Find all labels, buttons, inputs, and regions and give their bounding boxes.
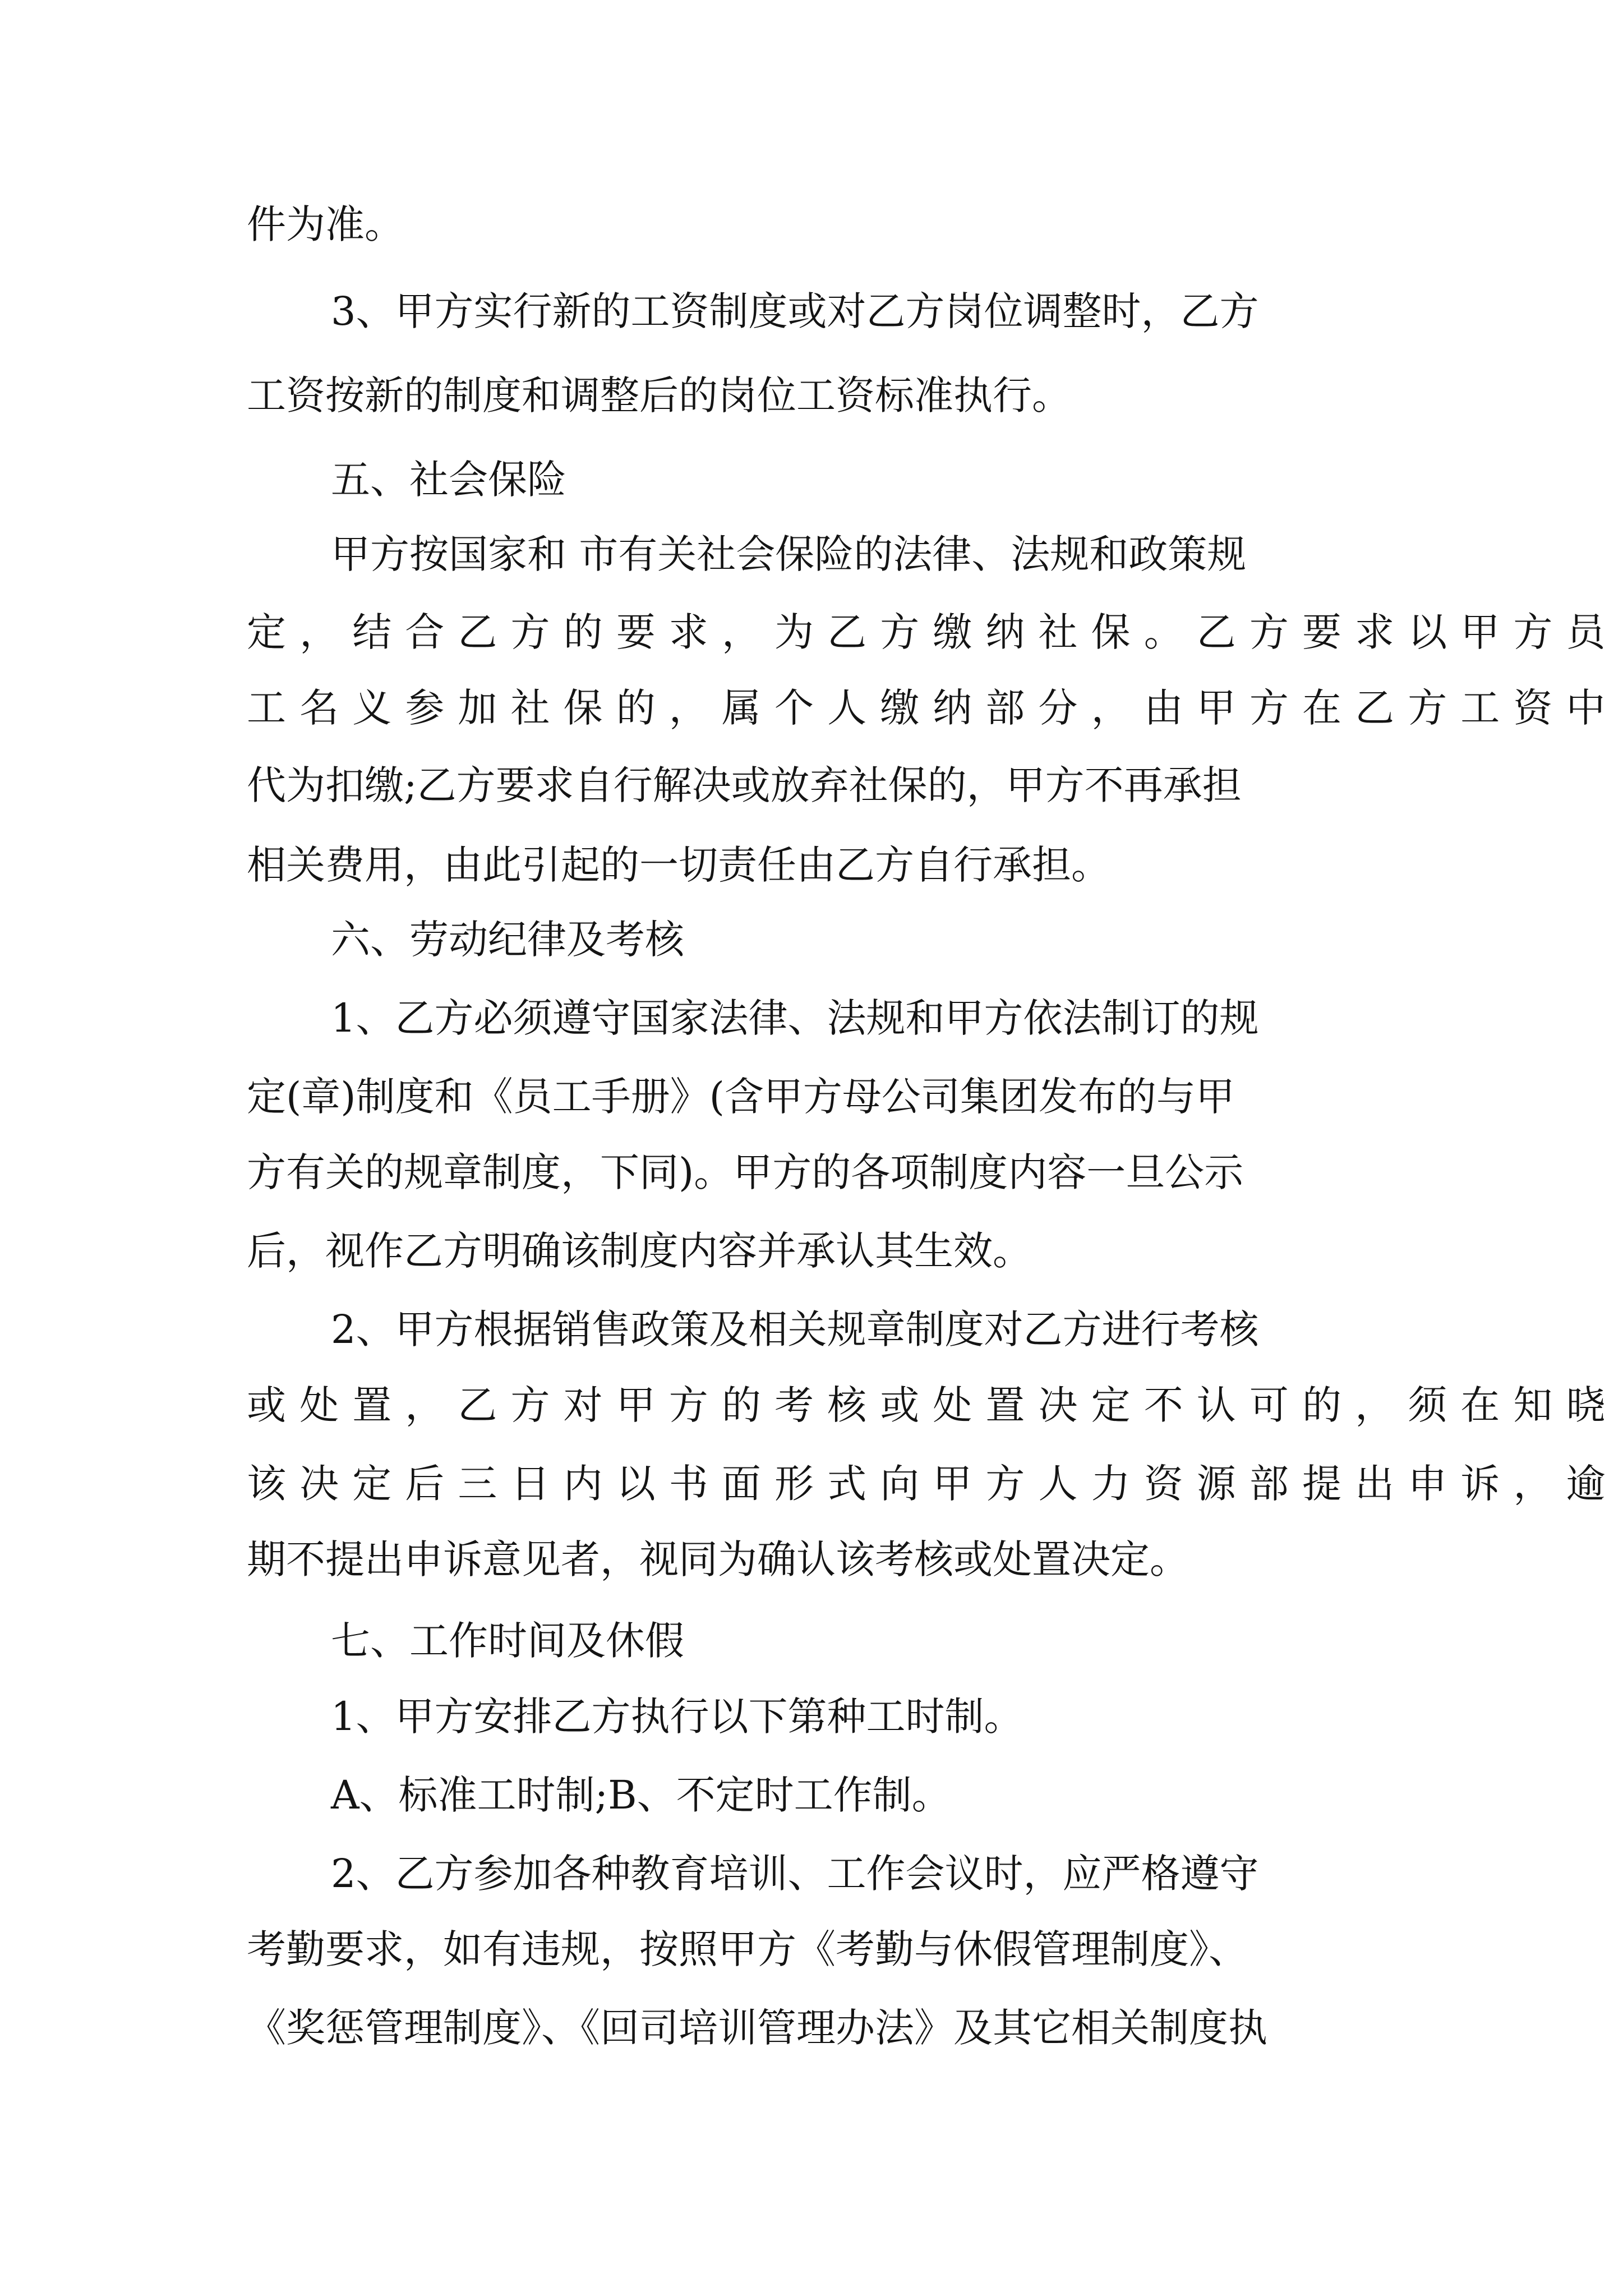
paragraph-line: 后，视作乙方明确该制度内容并承认其生效。 [247,1228,1032,1274]
section-heading: 六、劳动纪律及考核 [331,917,684,963]
paragraph-line: 甲方按国家和 市有关社会保险的法律、法规和政策规 [331,531,1247,577]
paragraph-line: 工名义参加社保的，属个人缴纳部分，由甲方在乙方工资中 [247,685,1619,731]
paragraph-line: 定(章)制度和《员工手册》(含甲方母公司集团发布的与甲 [247,1074,1235,1120]
paragraph-line: 代为扣缴;乙方要求自行解决或放弃社保的，甲方不再承担 [247,762,1242,808]
section-heading: 七、工作时间及休假 [331,1618,684,1664]
paragraph-line: 2、甲方根据销售政策及相关规章制度对乙方进行考核 [331,1306,1259,1352]
paragraph-line: 2、乙方参加各种教育培训、工作会议时，应严格遵守 [331,1851,1259,1897]
paragraph-line: 或处置，乙方对甲方的考核或处置决定不认可的，须在知晓 [247,1382,1619,1428]
paragraph-line: 方有关的规章制度，下同)。甲方的各项制度内容一旦公示 [247,1149,1244,1195]
section-heading: 五、社会保险 [331,457,566,503]
paragraph-line: 相关费用，由此引起的一切责任由乙方自行承担。 [247,842,1110,888]
paragraph-line: 3、甲方实行新的工资制度或对乙方岗位调整时，乙方 [331,288,1259,334]
paragraph-line: 件为准。 [247,201,404,247]
paragraph-line: 考勤要求，如有违规，按照甲方《考勤与休假管理制度》、 [247,1926,1248,1972]
paragraph-line: 该决定后三日内以书面形式向甲方人力资源部提出申诉，逾 [247,1461,1619,1507]
paragraph-line: 1、乙方必须遵守国家法律、法规和甲方依法制订的规 [331,995,1259,1041]
paragraph-line: 《奖惩管理制度》、《回司培训管理办法》及其它相关制度执 [247,2005,1267,2051]
paragraph-line: 定，结合乙方的要求，为乙方缴纳社保。乙方要求以甲方员 [247,609,1619,655]
paragraph-line: 工资按新的制度和调整后的岗位工资标准执行。 [247,372,1071,418]
paragraph-line: A、标准工时制;B、不定时工作制。 [331,1772,951,1818]
paragraph-line: 1、甲方安排乙方执行以下第种工时制。 [331,1694,1023,1740]
paragraph-line: 期不提出申诉意见者，视同为确认该考核或处置决定。 [247,1536,1189,1582]
